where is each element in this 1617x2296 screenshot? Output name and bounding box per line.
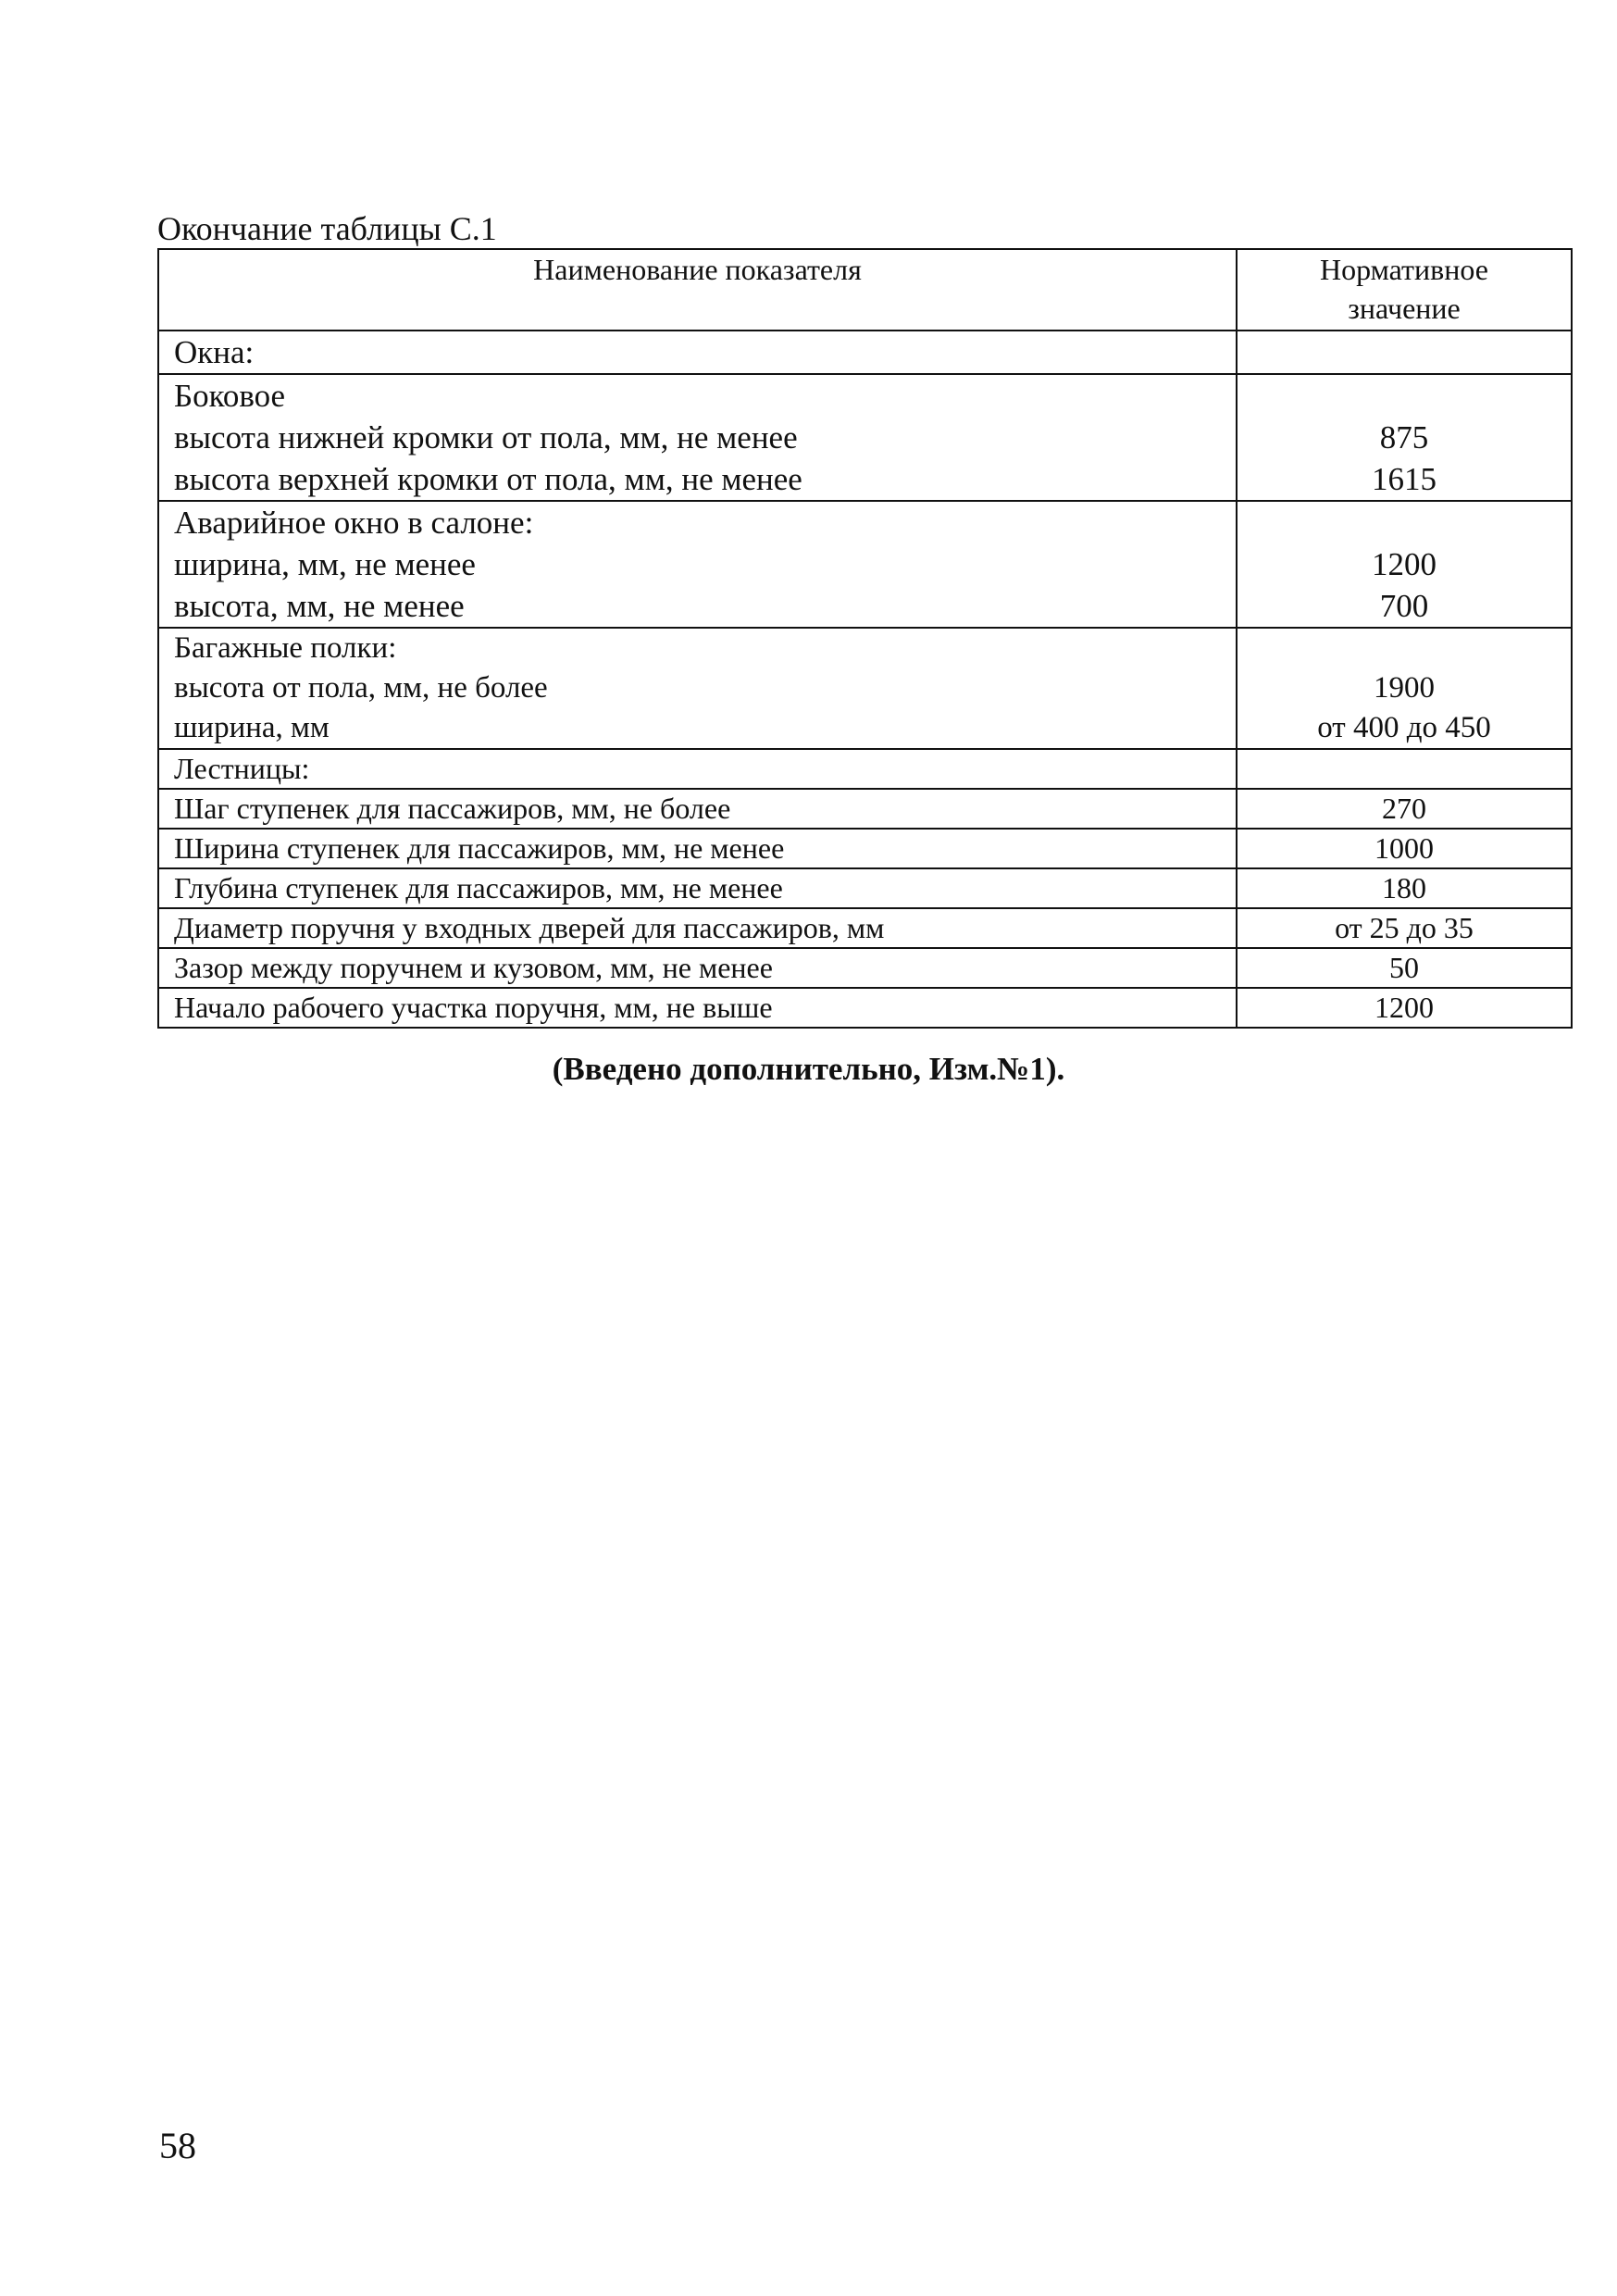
normative-value-cell — [1237, 749, 1572, 789]
table-row — [158, 374, 1572, 501]
normative-value-line: 700 — [1379, 588, 1429, 624]
indicator-name-cell — [158, 331, 1237, 374]
amendment-note: (Введено дополнительно, Изм.№1). — [552, 1051, 1065, 1087]
indicator-name-cell — [158, 988, 1237, 1028]
indicator-name-cell — [158, 829, 1237, 868]
table-header-row — [158, 249, 1572, 331]
normative-value-line: 180 — [1382, 871, 1426, 905]
normative-value-line — [1238, 502, 1571, 543]
normative-value-cell — [1237, 374, 1572, 501]
table-row — [158, 331, 1572, 374]
normative-value-line: от 400 до 450 — [1317, 711, 1491, 744]
indicator-name-cell — [158, 749, 1237, 789]
normative-value-line: 1200 — [1374, 991, 1434, 1024]
indicator-name-line: Ширина ступенек для пассажиров, мм, не менее — [174, 831, 785, 865]
indicator-name-line: Багажные полки: — [174, 631, 397, 665]
indicator-name-cell — [158, 948, 1237, 988]
indicator-name-line: высота верхней кромки от пола, мм, не менее — [174, 461, 802, 497]
table-row — [158, 628, 1572, 749]
normative-value-cell — [1237, 501, 1572, 628]
normative-value-cell — [1237, 868, 1572, 908]
normative-value-line: от 25 до 35 — [1335, 911, 1474, 944]
spec-table — [157, 248, 1573, 1029]
normative-value-cell — [1237, 988, 1572, 1028]
indicator-name-cell — [158, 374, 1237, 501]
table-row — [158, 948, 1572, 988]
header-normative-value — [1237, 249, 1572, 331]
table-row — [158, 908, 1572, 948]
normative-value-line: 1615 — [1372, 461, 1437, 497]
indicator-name-line: Глубина ступенек для пассажиров, мм, не менее — [174, 871, 783, 905]
normative-value-cell — [1237, 628, 1572, 749]
indicator-name-line: Окна: — [174, 334, 255, 370]
normative-value-line: 1200 — [1372, 546, 1437, 582]
indicator-name-cell — [158, 868, 1237, 908]
indicator-name-line: Диаметр поручня у входных дверей для пассажиров, мм — [174, 911, 885, 944]
normative-value-line — [1238, 629, 1571, 668]
table-caption: Окончание таблицы С.1 — [157, 210, 497, 247]
table-row — [158, 868, 1572, 908]
header-name-text: Наименование показателя — [533, 253, 862, 286]
indicator-name-cell — [158, 789, 1237, 829]
table-row — [158, 749, 1572, 789]
indicator-name-line: высота, мм, не менее — [174, 588, 465, 624]
normative-value-line: 50 — [1389, 951, 1419, 984]
indicator-name-line: ширина, мм — [174, 711, 330, 744]
indicator-name-line: высота от пола, мм, не более — [174, 671, 548, 705]
normative-value-line: 875 — [1379, 419, 1429, 455]
normative-value-line: 1900 — [1374, 671, 1435, 705]
normative-value-cell — [1237, 908, 1572, 948]
table-body — [158, 331, 1572, 1028]
indicator-name-cell — [158, 501, 1237, 628]
indicator-name-line: Начало рабочего участка поручня, мм, не выше — [174, 991, 773, 1024]
indicator-name-line: Лестницы: — [174, 752, 310, 785]
table-row — [158, 829, 1572, 868]
normative-value-cell — [1237, 948, 1572, 988]
indicator-name-cell — [158, 628, 1237, 749]
normative-value-cell — [1237, 829, 1572, 868]
header-value-line: значение — [1348, 292, 1461, 325]
page-number: 58 — [159, 2125, 196, 2166]
header-value-line: Нормативное — [1320, 253, 1488, 286]
normative-value-line — [1238, 375, 1571, 417]
normative-value-line — [1238, 750, 1571, 788]
indicator-name-line: Зазор между поручнем и кузовом, мм, не менее — [174, 951, 773, 984]
header-indicator-name — [158, 249, 1237, 331]
indicator-name-line: Шаг ступенек для пассажиров, мм, не более — [174, 792, 731, 825]
table-row — [158, 988, 1572, 1028]
normative-value-cell — [1237, 331, 1572, 374]
table-row — [158, 501, 1572, 628]
indicator-name-line: Боковое — [174, 378, 286, 414]
normative-value-line: 270 — [1382, 792, 1426, 825]
indicator-name-line: высота нижней кромки от пола, мм, не менее — [174, 419, 798, 455]
table-row — [158, 789, 1572, 829]
normative-value-line — [1238, 331, 1571, 373]
indicator-name-line: Аварийное окно в салоне: — [174, 505, 534, 541]
indicator-name-cell — [158, 908, 1237, 948]
normative-value-line: 1000 — [1374, 831, 1434, 865]
normative-value-cell — [1237, 789, 1572, 829]
indicator-name-line: ширина, мм, не менее — [174, 546, 476, 582]
